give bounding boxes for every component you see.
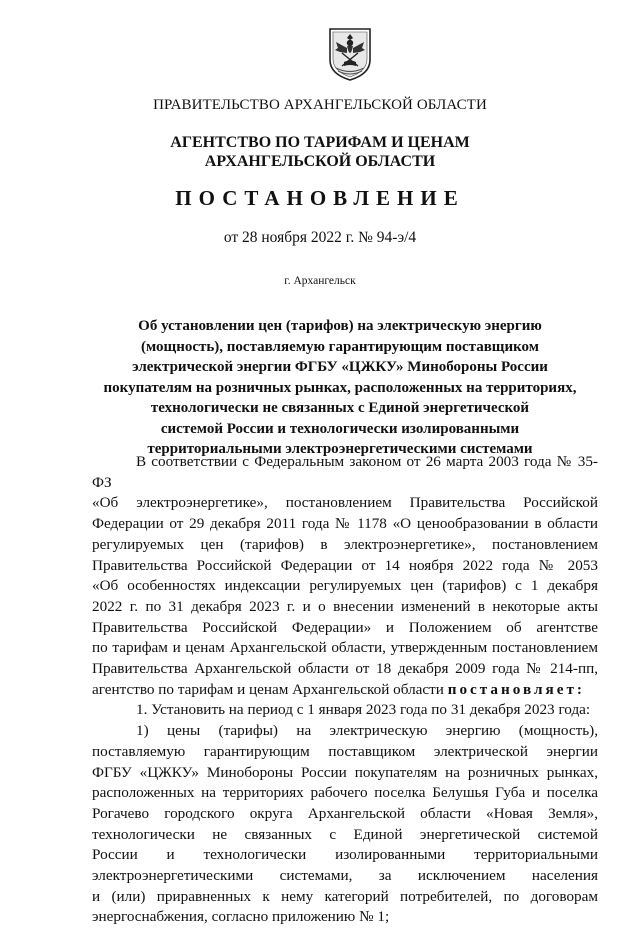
item-1-1-line: электроэнергетическими системами, за исключением населения: [92, 867, 598, 885]
subject-line: (мощность), поставляемую гарантирующим поставщиком: [141, 338, 539, 355]
document-city: г. Архангельск: [284, 275, 356, 287]
subject-line: Об установлении цен (тарифов) на электрическую энергию: [138, 318, 542, 334]
preamble-line: Федерации от 29 декабря 2011 года № 1178 «О ценообразовании в области: [92, 515, 598, 533]
preamble-line: «Об особенностях индексации регулируемых цен (тарифов) с 1 декабря: [92, 577, 598, 595]
item-1-1-line: Рогачево городского округа Архангельской области «Новая Земля»,: [92, 804, 598, 822]
subject-line: системой России и технологически изолированными: [160, 420, 520, 437]
preamble-line: 2022 г. по 31 декабря 2023 г. и о внесении изменений в некоторые акты: [92, 597, 598, 615]
preamble-line: Правительства Российской Федерации от 14 ноября 2022 года № 2053: [92, 556, 598, 574]
agency-title: [60, 133, 580, 171]
item-1-1-line: технологически не связанных с Единой энергетической системой: [92, 825, 598, 843]
document-date-number: от 28 ноября 2022 г. № 94-э/4: [223, 229, 417, 246]
agency-title-line: АГЕНТСТВО ПО ТАРИФАМ И ЦЕНАМ: [170, 134, 470, 151]
document-subject: [100, 316, 580, 460]
resolve-line: [92, 680, 598, 701]
document-type: ПОСТАНОВЛЕНИЕ: [175, 186, 465, 210]
item-1-1-line: поставляемую гарантирующим поставщиком электрической энергии: [92, 742, 598, 760]
item-1-1-line: 1) цены (тарифы) на электрическую энергию (мощность),: [136, 722, 598, 740]
subject-line: электрической энергии ФГБУ «ЦЖКУ» Минобороны России: [132, 359, 548, 375]
resolve-prefix: агентство по тарифам и ценам Архангельской области: [92, 680, 444, 698]
subject-line: покупателям на розничных рынках, расположенных на территориях,: [103, 379, 577, 396]
item-1-1-line: энергоснабжения, согласно приложению № 1;: [92, 908, 390, 926]
government-title: ПРАВИТЕЛЬСТВО АРХАНГЕЛЬСКОЙ ОБЛАСТИ: [153, 97, 487, 113]
subject-line: технологически не связанных с Единой энергетической: [150, 400, 530, 416]
agency-title-line: АРХАНГЕЛЬСКОЙ ОБЛАСТИ: [204, 153, 436, 170]
preamble-line: «Об электроэнергетике», постановлением Правительства Российской: [92, 494, 598, 512]
preamble-line: Правительства Архангельской области от 18 декабря 2009 года № 214-пп,: [92, 660, 598, 678]
preamble-line: регулируемых цен (тарифов) в электроэнергетике», постановлением: [92, 535, 598, 553]
subject-line: территориальными электроэнергетическими системами: [147, 441, 533, 457]
preamble-line: по тарифам и ценам Архангельской области, утвержденным постановлением: [92, 639, 598, 657]
item-1-1-line: и (или) приравненных к нему категорий потребителей, по договорам: [92, 887, 598, 905]
document-body: [92, 452, 598, 928]
resolve-word: постановляет:: [447, 680, 585, 698]
item-1-1-line: расположенных на территориях рабочего поселка Белушья Губа и поселка: [92, 784, 598, 802]
preamble-line: В соответствии с Федеральным законом от 26 марта 2003 года № 35-ФЗ: [92, 453, 598, 491]
item-1-1-line: России и технологически изолированными территориальными: [92, 846, 598, 864]
preamble-line: Правительства Российской Федерации» и Положением об агентстве: [92, 618, 598, 636]
coat-of-arms-emblem: [326, 26, 374, 82]
item-1: 1. Установить на период с 1 января 2023 года по 31 декабря 2023 года:: [136, 701, 591, 719]
item-1-1-line: ФГБУ «ЦЖКУ» Минобороны России покупателям на розничных рынках,: [92, 763, 598, 781]
